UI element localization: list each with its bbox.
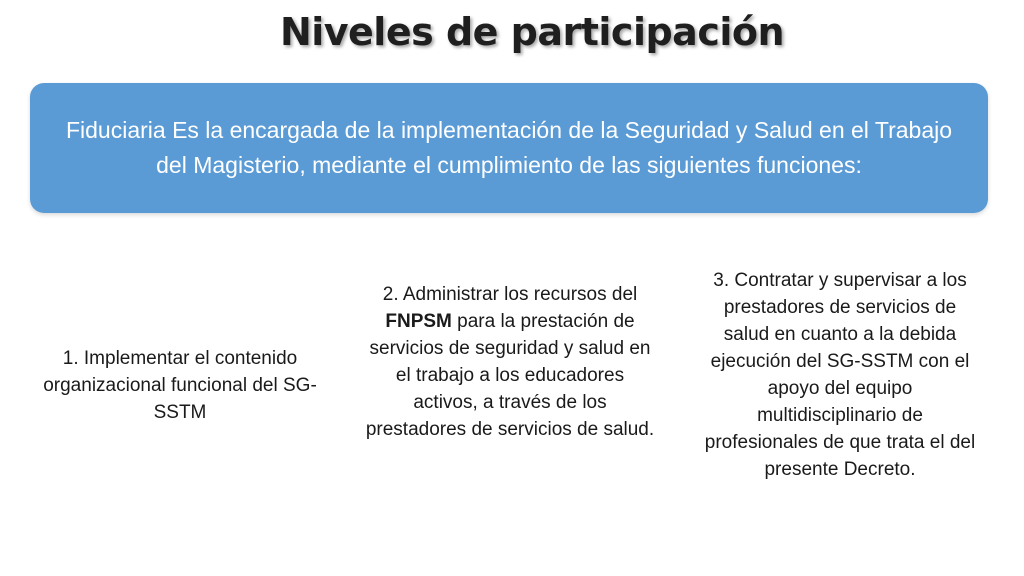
fiduciaria-banner — [30, 83, 988, 213]
slide-title: Niveles de participación — [279, 10, 785, 54]
banner-text: Fiduciaria Es la encargada de la implementación de la Seguridad y Salud en el Trabajo del Magisterio, mediante el cumplimiento de las siguientes funciones: — [65, 117, 953, 178]
function-item-1: 1. Implementar el contenido organizacional funcional del SG-SSTM — [43, 348, 317, 423]
function-item-3: 3. Contratar y supervisar a los prestadores de servicios de salud en cuanto a la debida ejecución del SG-SSTM con el apoyo del equipo multidisciplinario de profesionales de que trata el del presente Decreto. — [704, 270, 976, 480]
function-item-2-text-before: 2. Administrar los recursos del — [382, 284, 638, 305]
function-item-2 — [365, 281, 655, 443]
fnpsm-bold: FNPSM — [385, 311, 452, 332]
function-item-2-text-after: para la prestación de servicios de seguridad y salud en el trabajo a los educadores activos, a través de los prestadores de servicios de salud. — [365, 311, 655, 440]
